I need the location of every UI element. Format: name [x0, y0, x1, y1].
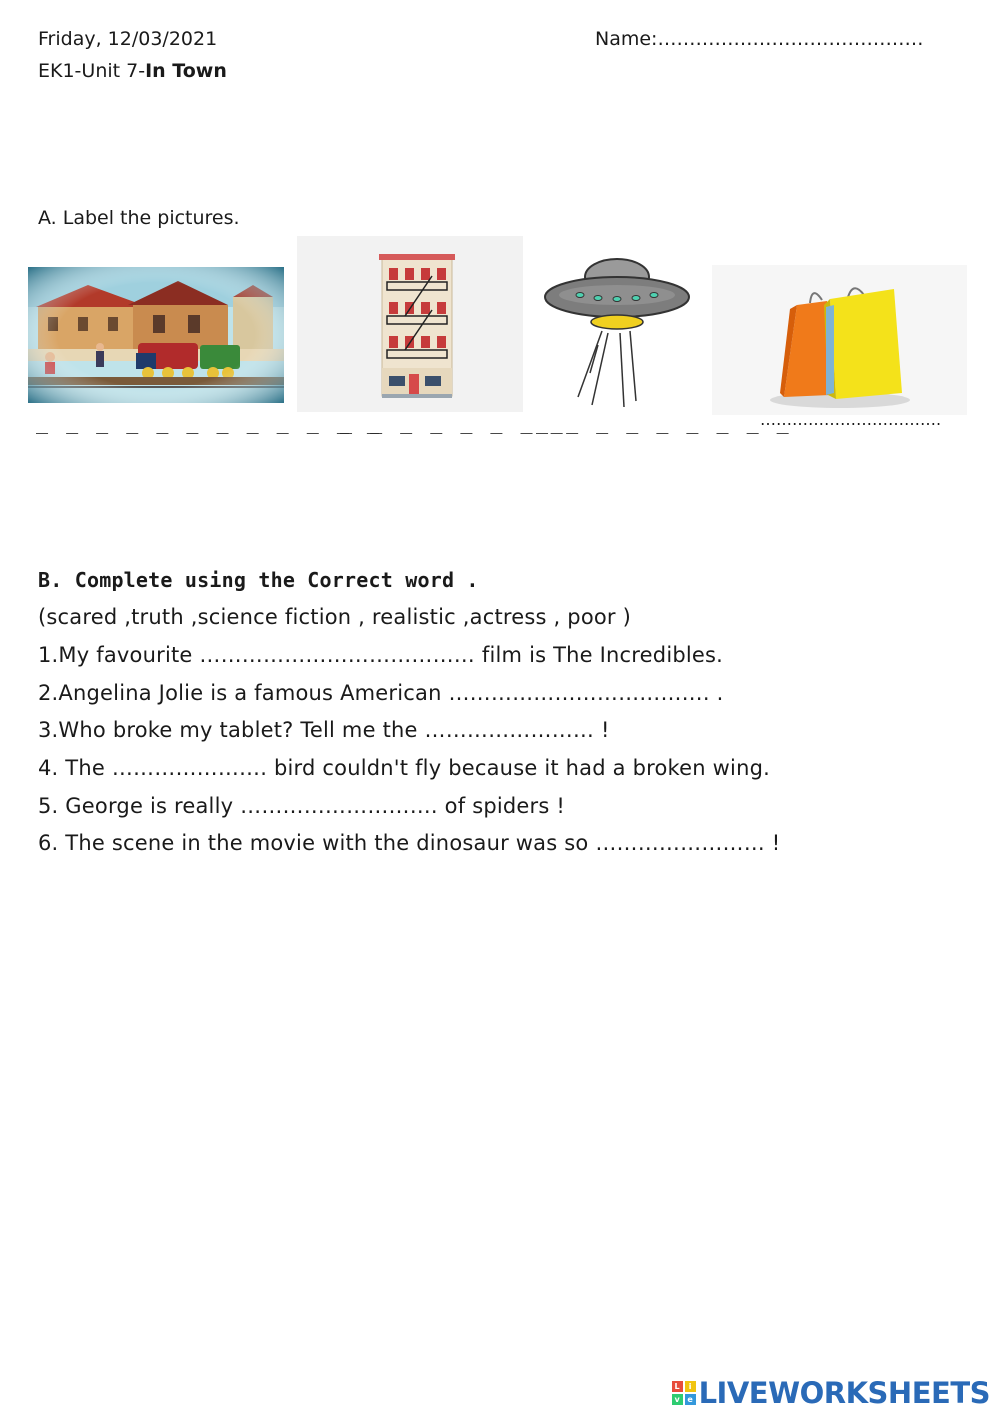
section-b-title: B. Complete using the Correct word . — [38, 568, 479, 592]
label-blank-2[interactable]: _ _ _ _ _ _ _ _ — [340, 410, 566, 434]
logo-text: LIVEWORKSHEETS — [698, 1376, 990, 1410]
unit-title: In Town — [145, 60, 227, 82]
sentence-2: 2.Angelina Jolie is a famous American ………………………………. . — [38, 681, 724, 705]
sentence-5: 5. George is really ………………………. of spiders ! — [38, 794, 566, 818]
label-blank-1[interactable]: _ _ _ _ _ _ _ _ _ _ _ _ — [36, 410, 382, 434]
name-field-label: Name:…………………………………… — [595, 28, 924, 50]
sentence-4: 4. The …………………. bird couldn't fly because it had a broken wing. — [38, 756, 770, 780]
apartment-building-icon — [297, 236, 523, 412]
train-station-icon — [28, 267, 284, 403]
shopping-bags-icon — [712, 265, 967, 415]
word-bank: (scared ,truth ,science fiction , realistic ,actress , poor ) — [38, 605, 632, 629]
label-blank-3[interactable]: _ _ _ _ _ _ _ _ _ — [536, 410, 792, 434]
unit-line — [38, 60, 227, 82]
sentence-1: 1.My favourite ………………………………… film is The Incredibles. — [38, 643, 724, 667]
label-blank-4[interactable]: ……………………………. — [760, 410, 942, 429]
unit-prefix: EK1-Unit 7- — [38, 60, 146, 82]
ufo-icon — [540, 255, 695, 415]
liveworksheets-logo[interactable] — [672, 1376, 990, 1410]
sentence-6: 6. The scene in the movie with the dinosaur was so …………………… ! — [38, 831, 781, 855]
worksheet-date: Friday, 12/03/2021 — [38, 28, 218, 50]
logo-mark-icon: L i v e — [672, 1381, 696, 1405]
section-a-instruction: A. Label the pictures. — [38, 207, 240, 229]
sentence-3: 3.Who broke my tablet? Tell me the …………………… ! — [38, 718, 610, 742]
